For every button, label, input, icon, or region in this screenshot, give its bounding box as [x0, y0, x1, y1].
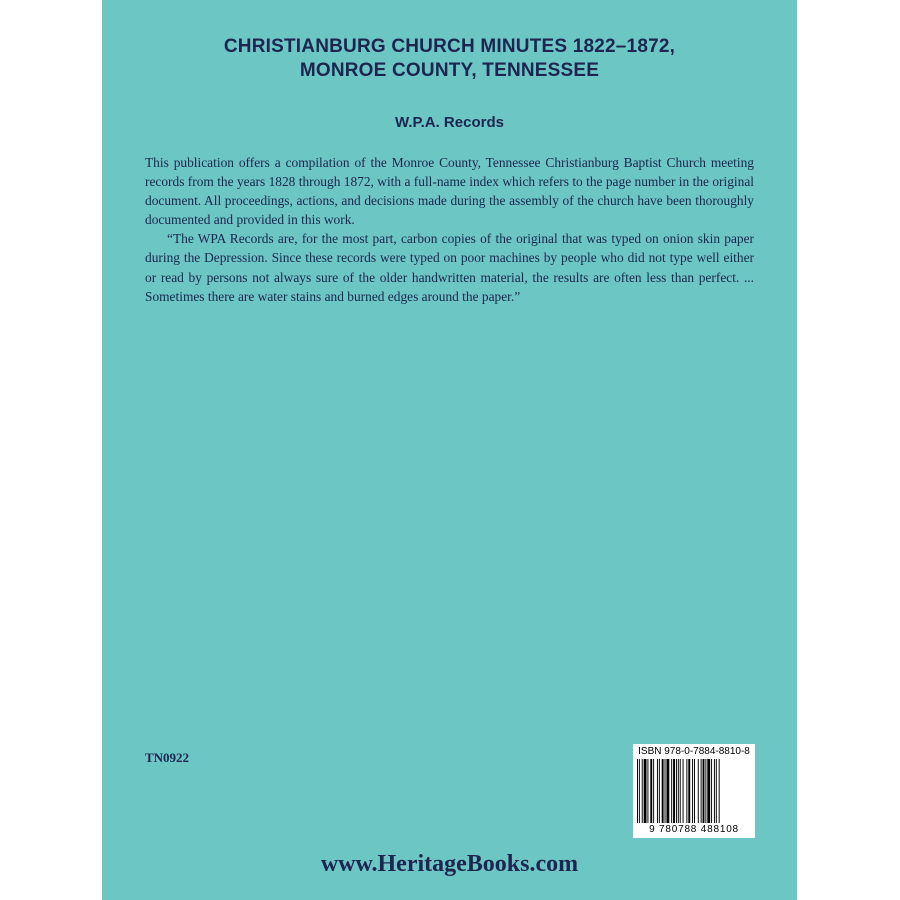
description-paragraph-2: “The WPA Records are, for the most part, carbon copies of the original that was typed on onion skin paper during the Depression. Since these records were typed on poor machines by people who did not type well either or read by persons not always sure of the older handwritten material, the results are often less than perfect. ... Sometimes there are water stains and burned edges around the paper.” [145, 231, 754, 304]
book-subtitle: W.P.A. Records [395, 114, 504, 131]
catalog-code: TN0922 [145, 750, 190, 765]
description-paragraph-1: This publication offers a compilation of the Monroe County, Tennessee Christianburg Baptist Church meeting records from the years 1828 through 1872, with a full-name index which refers to the page number in the original document. All proceedings, actions, and decisions made during the assembly of the church have been thoroughly documented and provided in this work. [145, 155, 754, 228]
description [145, 153, 754, 306]
barcode-bars [637, 759, 751, 823]
book-title-line2: MONROE COUNTY, TENNESSEE [299, 60, 600, 81]
barcode-digits: 9 780788 488108 [649, 824, 739, 835]
back-cover [102, 0, 797, 900]
isbn-barcode [633, 744, 755, 838]
publisher-website: www.HeritageBooks.com [320, 851, 579, 877]
isbn-label: ISBN 978-0-7884-8810-8 [638, 746, 750, 757]
book-title-line1: CHRISTIANBURG CHURCH MINUTES 1822–1872, [223, 36, 676, 57]
